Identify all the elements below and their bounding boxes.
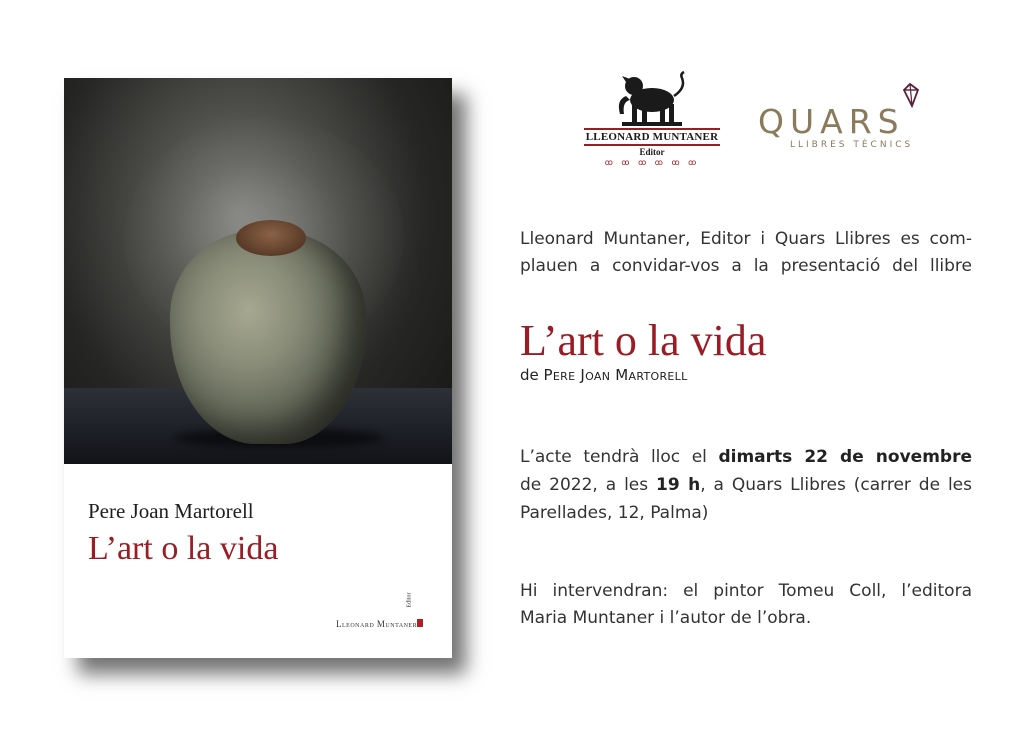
lleonard-muntaner-logo [582, 70, 722, 170]
event-line-1 [520, 443, 972, 471]
intro-line-1: Lleonard Muntaner, Editor i Quars Llibres es com- [520, 229, 972, 249]
event-details [520, 443, 972, 527]
intro-line-2: plauen a convidar-vos a la presentació del llibre [520, 256, 972, 276]
invitation-intro [520, 226, 972, 280]
stone-sculpture [170, 230, 366, 444]
byline-author: Pere Joan Martorell [543, 366, 688, 384]
lm-logo-editor: Editor [639, 147, 665, 157]
participants-line-2: Maria Muntaner i l’autor de l’obra. [520, 608, 812, 628]
event-time: 19 h [656, 475, 701, 495]
lion-emblem-icon [582, 70, 722, 128]
event-intro-text: L’acte tendrà lloc el [520, 447, 707, 467]
byline-prefix: de [520, 366, 539, 384]
event-year-text: de 2022, a les [520, 475, 649, 495]
participants-text [520, 578, 972, 632]
cover-title: L’art o la vida [88, 530, 279, 567]
event-venue-text: , a Quars Llibres (carrer de les [700, 475, 972, 495]
book-cover [64, 78, 452, 658]
cover-photo [64, 78, 452, 464]
event-date: dimarts 22 de novembre [718, 447, 972, 467]
lm-logo-ornaments: ꝏ ꝏ ꝏ ꝏ ꝏ ꝏ [604, 158, 700, 167]
event-line-2 [520, 471, 972, 499]
lm-rule-bottom [584, 144, 720, 146]
book-title: L’art o la vida [520, 316, 767, 365]
lm-logo-name: LLEONARD MUNTANER [585, 131, 719, 143]
event-line-3: Parellades, 12, Palma) [520, 503, 709, 523]
cover-publisher: Lleonard Muntaner [336, 619, 418, 629]
crystal-icon [898, 82, 922, 112]
quars-logo-subtitle: LLIBRES TÈCNICS [790, 140, 914, 150]
participants-line-1: Hi intervendran: el pintor Tomeu Coll, l’editora [520, 581, 972, 601]
lm-rule-top [584, 128, 720, 130]
cover-editor-text: Editor [406, 592, 413, 608]
book-byline [520, 366, 688, 384]
quars-logo-word: QUARS [758, 102, 905, 141]
stone-sculpture-top [236, 220, 306, 256]
quars-llibres-logo [758, 80, 928, 160]
cover-red-mark [417, 619, 423, 627]
cover-author: Pere Joan Martorell [88, 499, 254, 523]
